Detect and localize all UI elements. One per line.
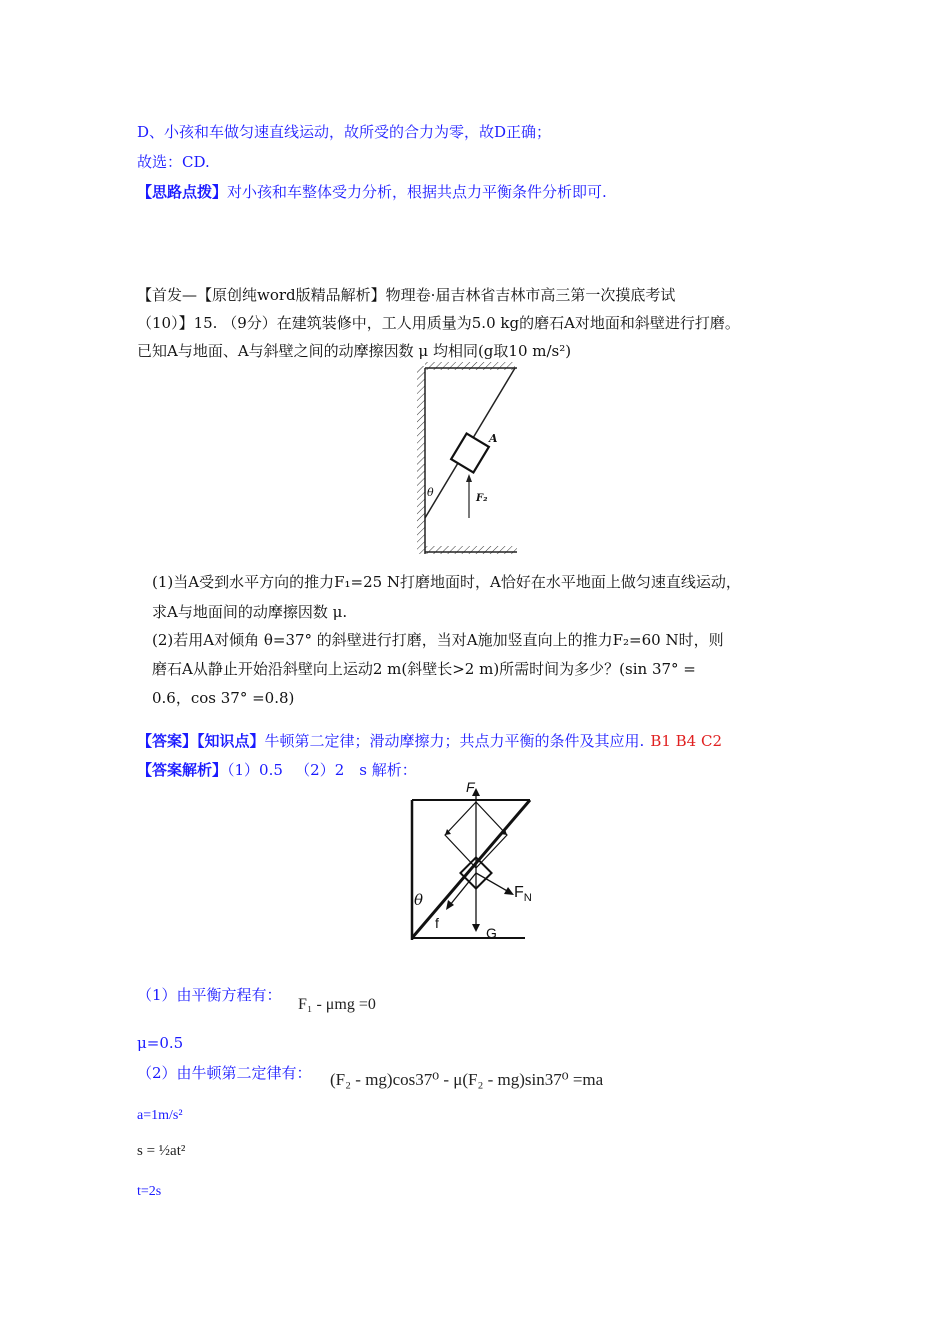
solution-2-label: （2）由牛顿第二定律有：	[137, 1064, 312, 1082]
f2-label: F₂	[476, 493, 488, 504]
force-label-f: F	[466, 779, 475, 795]
question-1-b: 求A与地面间的动摩擦因数 μ.	[152, 603, 348, 621]
analysis-tag: 【答案解析】	[137, 761, 228, 779]
question-2-c: 0.6，cos 37° =0.8)	[152, 689, 295, 707]
analysis-text: （1）0.5 （2）2 s 解析：	[227, 761, 417, 779]
block-label-a: A	[489, 432, 498, 445]
formula-newton: (F₂ - mg)cos37⁰ - μ(F₂ - mg)sin37⁰ =ma	[330, 1070, 604, 1089]
force-label-g: G	[486, 925, 497, 941]
hint-tag: 【思路点拨】	[137, 183, 228, 201]
option-d-text: D、小孩和车做匀速直线运动，故所受的合力为零，故D正确；	[137, 123, 552, 141]
knowledge-text: 牛顿第二定律；滑动摩擦力；共点力平衡的条件及其应用.	[264, 732, 645, 750]
problem-line-2: （10）】15. （9分）在建筑装修中，工人用质量为5.0 kg的磨石A对地面和斜壁进行打磨。	[137, 314, 740, 332]
theta-label-fig1: θ	[427, 486, 434, 499]
force-label-fn-sub: N	[523, 892, 532, 905]
answer-tag: 【答案】	[137, 732, 198, 750]
acceleration-result: a=1m/s²	[137, 1108, 183, 1123]
theta-label-fig2: θ	[414, 891, 424, 909]
hint-line	[137, 182, 607, 202]
question-2-a: (2)若用A对倾角 θ=37° 的斜壁进行打磨，当对A施加竖直向上的推力F₂=60 N时，则	[152, 631, 724, 649]
mu-result: μ=0.5	[137, 1034, 184, 1052]
force-diagram	[405, 780, 545, 945]
force-label-fn	[514, 883, 532, 908]
solution-1-label: （1）由平衡方程有：	[137, 986, 282, 1004]
force-label-fn-main: F	[514, 884, 524, 901]
formula-equilibrium: F₁ - μmg =0	[298, 996, 376, 1013]
problem-header: 【首发—【原创纯word版精品解析】物理卷·届吉林省吉林市高三第一次摸底考试	[137, 286, 676, 304]
knowledge-codes: B1 B4 C2	[650, 732, 723, 750]
problem-line-3: 已知A与地面、A与斜壁之间的动摩擦因数 μ 均相同(g取10 m/s²)	[137, 342, 572, 360]
incline-figure	[415, 360, 525, 562]
force-label-friction: f	[435, 915, 439, 931]
formula-displacement: s = ½at²	[137, 1143, 186, 1159]
analysis-line	[137, 760, 417, 780]
hint-text: 对小孩和车整体受力分析，根据共点力平衡条件分析即可.	[227, 183, 607, 201]
answer-line	[137, 731, 722, 751]
question-1-a: (1)当A受到水平方向的推力F₁=25 N打磨地面时，A恰好在水平地面上做匀速直线运动，	[152, 573, 741, 591]
knowledge-tag: 【知识点】	[197, 732, 265, 750]
question-2-b: 磨石A从静止开始沿斜壁向上运动2 m(斜壁长>2 m)所需时间为多少？(sin 37° =	[152, 660, 696, 678]
choice-text: 故选：CD.	[137, 153, 210, 171]
time-result: t=2s	[137, 1184, 162, 1199]
